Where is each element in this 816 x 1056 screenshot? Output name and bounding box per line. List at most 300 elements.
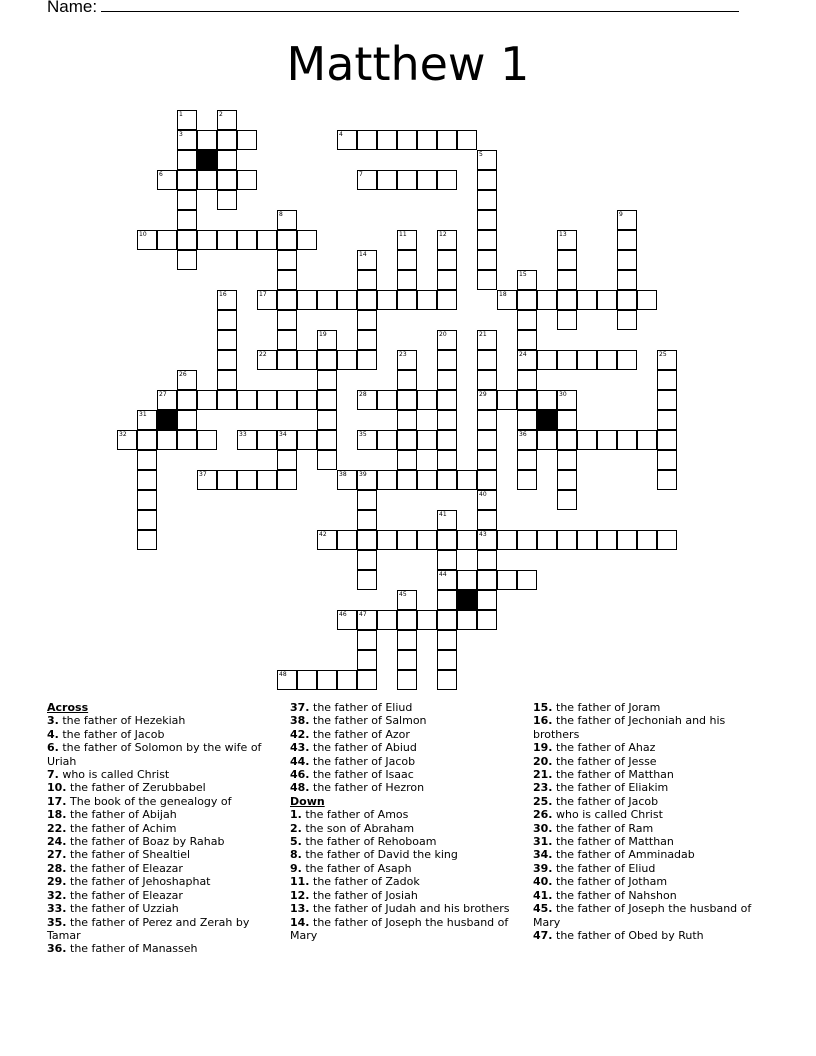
across-clue	[47, 808, 272, 821]
grid-cell[interactable]	[197, 430, 217, 450]
grid-cell[interactable]	[297, 290, 317, 310]
grid-cell[interactable]	[477, 530, 497, 550]
grid-cell[interactable]	[277, 670, 297, 690]
grid-cell[interactable]	[317, 530, 337, 550]
grid-cell[interactable]	[377, 290, 397, 310]
grid-cell[interactable]	[657, 390, 677, 410]
grid-cell[interactable]	[377, 390, 397, 410]
grid-cell[interactable]	[257, 290, 277, 310]
clue-text: the father of Ahaz	[556, 741, 656, 755]
grid-cell[interactable]	[197, 230, 217, 250]
across-clue	[47, 902, 272, 915]
grid-cell[interactable]	[317, 450, 337, 470]
grid-cell[interactable]	[357, 330, 377, 350]
grid-cell[interactable]	[417, 610, 437, 630]
grid-cell[interactable]	[397, 270, 417, 290]
grid-cell[interactable]	[257, 350, 277, 370]
grid-cell[interactable]	[477, 550, 497, 570]
grid-cell[interactable]	[657, 410, 677, 430]
grid-cell[interactable]	[257, 430, 277, 450]
grid-cell[interactable]	[477, 350, 497, 370]
grid-cell[interactable]	[357, 510, 377, 530]
grid-cell[interactable]	[437, 650, 457, 670]
grid-cell[interactable]	[417, 130, 437, 150]
grid-cell[interactable]	[237, 430, 257, 450]
grid-cell[interactable]	[477, 230, 497, 250]
grid-cell[interactable]	[317, 350, 337, 370]
grid-cell[interactable]	[477, 330, 497, 350]
grid-cell[interactable]	[657, 370, 677, 390]
grid-cell[interactable]	[237, 470, 257, 490]
grid-cell[interactable]	[397, 370, 417, 390]
grid-cell[interactable]	[177, 190, 197, 210]
clue-text: the father of Eliakim	[556, 781, 669, 795]
grid-cell[interactable]	[437, 630, 457, 650]
grid-cell[interactable]	[477, 390, 497, 410]
grid-cell[interactable]	[437, 410, 457, 430]
grid-cell[interactable]	[657, 530, 677, 550]
down-clue	[533, 714, 768, 741]
grid-cell[interactable]	[177, 230, 197, 250]
clue-text: the father of Matthan	[556, 835, 674, 849]
grid-cell[interactable]	[217, 230, 237, 250]
grid-cell[interactable]	[417, 530, 437, 550]
grid-cell[interactable]	[317, 370, 337, 390]
grid-cell[interactable]	[497, 570, 517, 590]
grid-cell[interactable]	[597, 290, 617, 310]
down-clue	[533, 795, 768, 808]
grid-cell[interactable]	[517, 350, 537, 370]
grid-cell[interactable]	[477, 210, 497, 230]
grid-cell[interactable]	[397, 170, 417, 190]
grid-cell[interactable]	[557, 290, 577, 310]
grid-cell[interactable]	[157, 390, 177, 410]
grid-cell[interactable]	[317, 290, 337, 310]
grid-cell[interactable]	[577, 350, 597, 370]
grid-cell[interactable]	[197, 470, 217, 490]
grid-cell-number: 28	[359, 391, 367, 398]
grid-cell[interactable]	[537, 390, 557, 410]
down-clue-list	[290, 808, 520, 942]
grid-cell[interactable]	[617, 250, 637, 270]
grid-cell[interactable]	[277, 430, 297, 450]
grid-cell[interactable]	[477, 370, 497, 390]
grid-cell[interactable]	[277, 270, 297, 290]
grid-cell[interactable]	[517, 450, 537, 470]
grid-cell[interactable]	[357, 170, 377, 190]
grid-cell[interactable]	[397, 650, 417, 670]
grid-cell[interactable]	[357, 430, 377, 450]
grid-cell[interactable]	[137, 490, 157, 510]
grid-cell[interactable]	[497, 530, 517, 550]
grid-cell[interactable]	[217, 370, 237, 390]
grid-cell[interactable]	[437, 570, 457, 590]
grid-cell[interactable]	[437, 590, 457, 610]
grid-cell[interactable]	[337, 350, 357, 370]
grid-cell[interactable]	[477, 510, 497, 530]
grid-cell-number: 10	[139, 231, 147, 238]
grid-cell[interactable]	[357, 350, 377, 370]
clue-text: the father of Eleazar	[70, 861, 183, 875]
clue-text: the son of Abraham	[305, 821, 415, 835]
down-clue-list-continued	[533, 701, 768, 942]
grid-cell[interactable]	[417, 430, 437, 450]
grid-cell[interactable]	[357, 490, 377, 510]
grid-cell[interactable]	[477, 270, 497, 290]
grid-cell[interactable]	[137, 530, 157, 550]
grid-cell[interactable]	[277, 470, 297, 490]
grid-cell[interactable]	[437, 390, 457, 410]
grid-cell[interactable]	[517, 270, 537, 290]
grid-cell[interactable]	[217, 350, 237, 370]
grid-cell[interactable]	[437, 250, 457, 270]
grid-cell[interactable]	[397, 450, 417, 470]
grid-cell-number: 12	[439, 231, 447, 238]
grid-cell[interactable]	[397, 590, 417, 610]
grid-cell[interactable]	[397, 670, 417, 690]
grid-cell[interactable]	[477, 190, 497, 210]
grid-cell[interactable]	[477, 150, 497, 170]
clue-text: the father of Jacob	[313, 754, 416, 768]
grid-cell-number: 6	[159, 171, 163, 178]
grid-cell[interactable]	[557, 250, 577, 270]
grid-cell[interactable]	[337, 530, 357, 550]
grid-cell[interactable]	[337, 610, 357, 630]
grid-cell[interactable]	[517, 310, 537, 330]
grid-cell[interactable]	[457, 570, 477, 590]
grid-cell[interactable]	[217, 470, 237, 490]
grid-cell[interactable]	[537, 350, 557, 370]
grid-cell[interactable]	[417, 290, 437, 310]
grid-cell[interactable]	[117, 430, 137, 450]
clue-text: the father of Salmon	[313, 714, 427, 728]
grid-cell[interactable]	[437, 130, 457, 150]
down-heading: Down	[290, 794, 325, 808]
grid-cell[interactable]	[197, 170, 217, 190]
grid-cell[interactable]	[277, 350, 297, 370]
grid-cell[interactable]	[657, 450, 677, 470]
grid-cell[interactable]	[557, 350, 577, 370]
grid-cell[interactable]	[597, 350, 617, 370]
grid-cell[interactable]	[157, 170, 177, 190]
grid-cell[interactable]	[397, 470, 417, 490]
grid-cell-number: 1	[179, 111, 183, 118]
name-field[interactable]	[47, 0, 739, 17]
grid-cell[interactable]	[377, 130, 397, 150]
grid-cell[interactable]	[237, 130, 257, 150]
grid-cell[interactable]	[437, 530, 457, 550]
grid-cell[interactable]	[217, 390, 237, 410]
grid-cell[interactable]	[357, 570, 377, 590]
grid-cell[interactable]	[577, 430, 597, 450]
clue-text: the father of Abijah	[70, 808, 177, 822]
across-clue	[47, 822, 272, 835]
grid-cell[interactable]	[177, 370, 197, 390]
grid-cell[interactable]	[577, 290, 597, 310]
grid-cell[interactable]	[297, 390, 317, 410]
grid-cell[interactable]	[297, 430, 317, 450]
grid-cell-number: 39	[359, 471, 367, 478]
grid-cell[interactable]	[477, 470, 497, 490]
grid-cell[interactable]	[517, 530, 537, 550]
down-clue	[533, 835, 768, 848]
grid-cell[interactable]	[557, 230, 577, 250]
grid-cell[interactable]	[477, 570, 497, 590]
grid-cell[interactable]	[477, 410, 497, 430]
grid-cell[interactable]	[217, 130, 237, 150]
grid-cell[interactable]	[297, 230, 317, 250]
grid-cell[interactable]	[137, 230, 157, 250]
grid-cell[interactable]	[517, 390, 537, 410]
grid-cell[interactable]	[197, 130, 217, 150]
grid-cell[interactable]	[617, 270, 637, 290]
grid-cell[interactable]	[357, 610, 377, 630]
grid-cell[interactable]	[657, 470, 677, 490]
clue-column-1	[47, 701, 272, 956]
grid-cell[interactable]	[177, 150, 197, 170]
grid-cell[interactable]	[397, 390, 417, 410]
grid-cell[interactable]	[617, 530, 637, 550]
grid-cell[interactable]	[397, 530, 417, 550]
grid-cell[interactable]	[537, 290, 557, 310]
grid-cell[interactable]	[337, 470, 357, 490]
grid-cell[interactable]	[177, 430, 197, 450]
grid-cell[interactable]	[517, 370, 537, 390]
grid-cell[interactable]	[317, 330, 337, 350]
grid-cell[interactable]	[357, 650, 377, 670]
grid-cell[interactable]	[457, 470, 477, 490]
grid-cell[interactable]	[277, 210, 297, 230]
grid-cell[interactable]	[437, 350, 457, 370]
grid-cell[interactable]	[377, 430, 397, 450]
grid-cell[interactable]	[437, 550, 457, 570]
grid-cell[interactable]	[137, 450, 157, 470]
grid-cell-number: 3	[179, 131, 183, 138]
grid-cell[interactable]	[617, 230, 637, 250]
grid-cell[interactable]	[237, 390, 257, 410]
grid-cell[interactable]	[557, 390, 577, 410]
grid-cell[interactable]	[177, 170, 197, 190]
down-clue	[533, 822, 768, 835]
grid-cell[interactable]	[217, 310, 237, 330]
grid-cell[interactable]	[397, 610, 417, 630]
clue-number: 12.	[290, 888, 310, 902]
grid-cell[interactable]	[617, 350, 637, 370]
grid-cell[interactable]	[397, 430, 417, 450]
grid-cell[interactable]	[417, 390, 437, 410]
grid-cell[interactable]	[617, 310, 637, 330]
grid-cell[interactable]	[137, 410, 157, 430]
down-clue	[533, 741, 768, 754]
grid-cell[interactable]	[177, 250, 197, 270]
grid-cell[interactable]	[177, 130, 197, 150]
clue-number: 38.	[290, 714, 310, 728]
grid-cell[interactable]	[397, 230, 417, 250]
grid-cell[interactable]	[137, 430, 157, 450]
grid-cell[interactable]	[637, 290, 657, 310]
grid-cell[interactable]	[317, 390, 337, 410]
grid-cell[interactable]	[377, 530, 397, 550]
grid-cell[interactable]	[637, 530, 657, 550]
grid-cell[interactable]	[237, 170, 257, 190]
grid-cell[interactable]	[217, 290, 237, 310]
grid-cell[interactable]	[437, 470, 457, 490]
grid-cell[interactable]	[277, 230, 297, 250]
grid-cell[interactable]	[477, 170, 497, 190]
grid-cell[interactable]	[657, 350, 677, 370]
grid-cell[interactable]	[437, 450, 457, 470]
grid-cell[interactable]	[617, 290, 637, 310]
grid-cell[interactable]	[297, 350, 317, 370]
grid-cell[interactable]	[517, 290, 537, 310]
grid-cell[interactable]	[477, 490, 497, 510]
grid-cell[interactable]	[477, 250, 497, 270]
grid-cell[interactable]	[517, 410, 537, 430]
grid-cell[interactable]	[397, 130, 417, 150]
grid-cell[interactable]	[197, 390, 217, 410]
grid-cell[interactable]	[437, 430, 457, 450]
grid-cell[interactable]	[437, 670, 457, 690]
grid-cell[interactable]	[277, 450, 297, 470]
grid-cell[interactable]	[357, 250, 377, 270]
grid-cell[interactable]	[437, 290, 457, 310]
grid-cell-number: 37	[199, 471, 207, 478]
grid-cell[interactable]	[257, 390, 277, 410]
grid-cell[interactable]	[357, 390, 377, 410]
across-clue	[47, 741, 272, 768]
grid-cell[interactable]	[437, 510, 457, 530]
grid-cell[interactable]	[517, 330, 537, 350]
grid-cell[interactable]	[417, 170, 437, 190]
grid-cell[interactable]	[317, 430, 337, 450]
grid-cell[interactable]	[477, 590, 497, 610]
grid-cell[interactable]	[217, 330, 237, 350]
grid-cell[interactable]	[297, 670, 317, 690]
grid-cell[interactable]	[157, 430, 177, 450]
grid-cell[interactable]	[177, 390, 197, 410]
grid-cell[interactable]	[437, 270, 457, 290]
grid-cell[interactable]	[257, 230, 277, 250]
grid-cell[interactable]	[457, 130, 477, 150]
grid-cell[interactable]	[277, 390, 297, 410]
grid-cell[interactable]	[437, 330, 457, 350]
grid-cell[interactable]	[397, 630, 417, 650]
grid-cell[interactable]	[137, 470, 157, 490]
grid-cell[interactable]	[557, 410, 577, 430]
grid-cell[interactable]	[657, 430, 677, 450]
grid-cell[interactable]	[517, 570, 537, 590]
grid-cell[interactable]	[277, 330, 297, 350]
grid-cell[interactable]	[357, 290, 377, 310]
grid-cell[interactable]	[357, 130, 377, 150]
grid-cell[interactable]	[157, 230, 177, 250]
grid-cell[interactable]	[397, 250, 417, 270]
grid-cell[interactable]	[637, 430, 657, 450]
grid-cell[interactable]	[497, 390, 517, 410]
clue-column-2	[290, 701, 520, 942]
grid-cell[interactable]	[617, 430, 637, 450]
down-clue	[290, 902, 520, 915]
grid-cell[interactable]	[377, 470, 397, 490]
grid-cell[interactable]	[377, 170, 397, 190]
down-clue	[533, 755, 768, 768]
clue-text: the father of Asaph	[305, 861, 412, 875]
grid-cell[interactable]	[397, 290, 417, 310]
grid-cell[interactable]	[217, 150, 237, 170]
grid-cell[interactable]	[457, 610, 477, 630]
grid-cell-number: 44	[439, 571, 447, 578]
grid-cell[interactable]	[377, 610, 397, 630]
grid-cell[interactable]	[177, 110, 197, 130]
grid-cell[interactable]	[357, 670, 377, 690]
grid-cell[interactable]	[497, 290, 517, 310]
grid-cell[interactable]	[357, 550, 377, 570]
grid-cell[interactable]	[457, 530, 477, 550]
grid-cell[interactable]	[577, 530, 597, 550]
grid-cell[interactable]	[277, 250, 297, 270]
grid-cell[interactable]	[557, 270, 577, 290]
grid-cell[interactable]	[517, 470, 537, 490]
grid-cell[interactable]	[537, 430, 557, 450]
grid-cell[interactable]	[237, 230, 257, 250]
grid-cell[interactable]	[357, 310, 377, 330]
grid-cell[interactable]	[257, 470, 277, 490]
grid-cell[interactable]	[477, 610, 497, 630]
down-clue	[533, 808, 768, 821]
grid-cell[interactable]	[597, 530, 617, 550]
grid-cell[interactable]	[537, 530, 557, 550]
grid-cell[interactable]	[337, 290, 357, 310]
clue-text: the father of Hezekiah	[62, 714, 186, 728]
grid-cell[interactable]	[557, 470, 577, 490]
grid-cell[interactable]	[217, 110, 237, 130]
grid-cell[interactable]	[557, 490, 577, 510]
grid-cell[interactable]	[437, 610, 457, 630]
grid-cell[interactable]	[557, 450, 577, 470]
grid-cell[interactable]	[177, 210, 197, 230]
grid-cell[interactable]	[437, 170, 457, 190]
grid-cell[interactable]	[517, 430, 537, 450]
grid-cell[interactable]	[477, 430, 497, 450]
grid-cell[interactable]	[557, 530, 577, 550]
grid-cell[interactable]	[397, 350, 417, 370]
grid-cell[interactable]	[317, 410, 337, 430]
grid-cell[interactable]	[617, 210, 637, 230]
grid-cell[interactable]	[437, 370, 457, 390]
grid-cell[interactable]	[337, 670, 357, 690]
grid-cell[interactable]	[357, 470, 377, 490]
grid-cell[interactable]	[477, 450, 497, 470]
down-clue	[533, 862, 768, 875]
grid-cell[interactable]	[557, 310, 577, 330]
grid-cell[interactable]	[437, 230, 457, 250]
grid-cell[interactable]	[177, 410, 197, 430]
grid-cell[interactable]	[277, 310, 297, 330]
grid-cell[interactable]	[337, 130, 357, 150]
grid-cell[interactable]	[357, 630, 377, 650]
grid-cell[interactable]	[597, 430, 617, 450]
grid-cell[interactable]	[357, 270, 377, 290]
grid-cell[interactable]	[217, 170, 237, 190]
grid-cell[interactable]	[137, 510, 157, 530]
grid-cell[interactable]	[417, 470, 437, 490]
grid-cell[interactable]	[277, 290, 297, 310]
grid-cell[interactable]	[357, 530, 377, 550]
grid-cell[interactable]	[397, 410, 417, 430]
grid-cell[interactable]	[217, 190, 237, 210]
grid-cell[interactable]	[317, 670, 337, 690]
grid-cell[interactable]	[557, 430, 577, 450]
